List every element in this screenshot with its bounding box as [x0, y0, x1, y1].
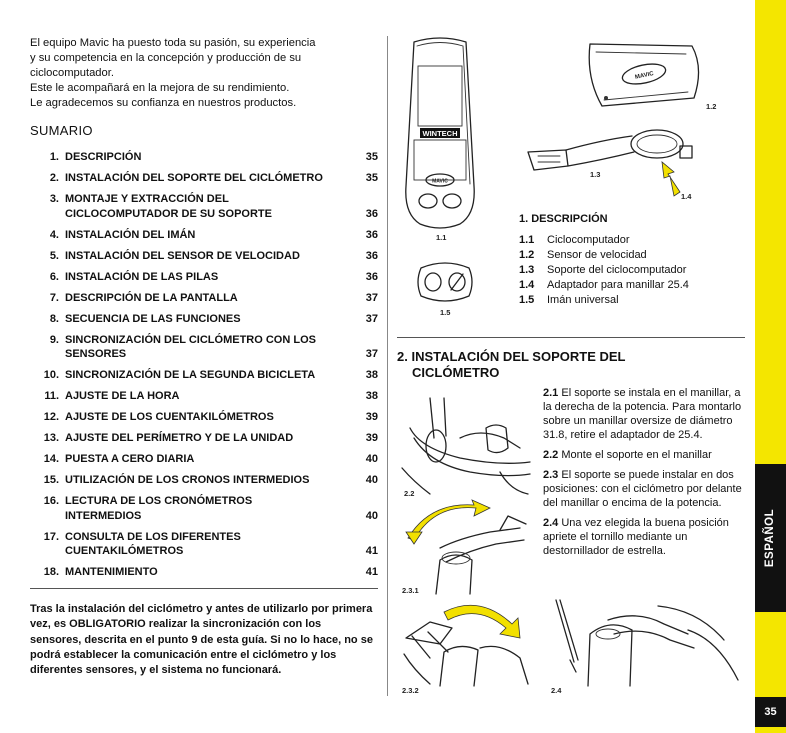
toc-title: MONTAJE Y EXTRACCIÓN DEL CICLOCOMPUTADOR DE SU SOPORTE — [65, 193, 272, 220]
item-number: 1.5 — [519, 294, 535, 306]
list-item — [519, 233, 689, 248]
toc-number: 16. — [43, 495, 59, 507]
intro-line: y su competencia en la concepción y producción de su — [30, 52, 302, 64]
toc-title: SECUENCIA DE LAS FUNCIONES — [65, 312, 241, 325]
figure-label: 2.3.1 — [402, 586, 419, 595]
speed-sensor-figure — [582, 38, 712, 118]
toc-number: 15. — [43, 474, 59, 486]
toc-number: 1. — [49, 151, 59, 163]
list-item — [519, 293, 689, 308]
list-item — [519, 278, 689, 293]
figure-label: 1.4 — [681, 192, 692, 201]
position-stem-figure — [400, 598, 535, 688]
toc-title: DESCRIPCIÓN — [65, 151, 142, 163]
toc-item[interactable] — [30, 333, 378, 362]
item-text: Soporte del ciclocomputador — [547, 264, 687, 276]
figure-label: 2.2 — [404, 489, 415, 498]
toc-number: 10. — [43, 369, 59, 381]
toc-page: 36 — [365, 207, 378, 220]
device-logo: MAVIC — [432, 178, 448, 185]
item-text: Ciclocomputador — [547, 234, 630, 246]
toc-page: 40 — [365, 453, 378, 465]
intro-line: ciclocomputador. — [30, 67, 114, 79]
toc-number: 3. — [49, 193, 59, 205]
tighten-screw-figure — [548, 600, 748, 690]
description-title: 1. DESCRIPCIÓN — [519, 213, 608, 225]
toc-item[interactable] — [30, 192, 378, 221]
toc-title: DESCRIPCIÓN DE LA PANTALLA — [65, 291, 238, 304]
toc-page: 38 — [365, 369, 378, 381]
toc-item[interactable] — [30, 494, 378, 523]
toc-number: 4. — [49, 228, 59, 241]
figure-label: 1.5 — [440, 308, 451, 317]
language-sidebar — [755, 0, 786, 733]
column-divider — [387, 36, 388, 696]
toc-number: 8. — [49, 312, 59, 325]
toc-page: 36 — [365, 249, 378, 262]
toc-item[interactable] — [30, 150, 378, 165]
toc-number: 12. — [43, 411, 59, 423]
toc-item[interactable] — [30, 291, 378, 306]
description-list — [519, 233, 689, 308]
mount-on-handlebar-figure — [400, 398, 535, 498]
toc-page: 36 — [365, 270, 378, 283]
summary-heading: SUMARIO — [30, 123, 93, 138]
toc-page: 37 — [365, 312, 378, 325]
toc-number: 17. — [43, 530, 59, 543]
toc-page: 38 — [365, 390, 378, 402]
toc-item[interactable] — [30, 452, 378, 467]
toc-number: 2. — [49, 172, 59, 184]
toc-page: 40 — [365, 474, 378, 486]
toc-page: 39 — [365, 432, 378, 444]
toc-number: 9. — [49, 333, 59, 346]
toc-number: 18. — [43, 566, 59, 578]
device-brand: WINTECH — [422, 129, 458, 138]
toc-title: INSTALACIÓN DEL IMÁN — [65, 228, 196, 241]
step-number: 2.1 — [543, 387, 559, 399]
toc-item[interactable] — [30, 312, 378, 327]
toc-number: 11. — [44, 390, 59, 402]
section-title-line: CICLÓMETRO — [412, 365, 500, 380]
intro-line: Le agradecemos su confianza en nuestros productos. — [30, 97, 297, 109]
section-2-title — [397, 349, 697, 381]
paragraph — [543, 468, 743, 510]
intro-text — [30, 36, 370, 111]
toc-number: 6. — [49, 270, 59, 283]
sensor-logo: MAVIC — [634, 71, 655, 81]
figure-label: 1.1 — [436, 233, 447, 242]
figure-label: 2.4 — [551, 686, 562, 695]
toc-number: 7. — [49, 291, 59, 304]
magnet-figure — [415, 258, 475, 308]
table-of-contents — [30, 150, 378, 586]
toc-title: CONSULTA DE LOS DIFERENTES CUENTAKILÓMETROS — [65, 530, 241, 557]
toc-title: INSTALACIÓN DE LAS PILAS — [65, 270, 219, 283]
toc-item[interactable] — [30, 249, 378, 264]
step-text: El soporte se instala en el manillar, a la derecha de la potencia. Para montarlo sobre un manillar oversize de diámetro 31.8, retire el adaptador de 25.4. — [543, 387, 742, 441]
item-number: 1.2 — [519, 249, 535, 261]
step-number: 2.2 — [543, 449, 559, 461]
toc-item[interactable] — [30, 389, 378, 404]
warning-note: Tras la instalación del ciclómetro y antes de utilizarlo por primera vez, es OBLIGATORIO realizar la sincronización con los sensores, descrita en el punto 9 de esta guía. Si no lo hace, no se podrá establecer la comunicación entre el ciclómetro y los diferentes sensores, y el sistema no funcionará. — [30, 603, 373, 677]
intro-line: El equipo Mavic ha puesto toda su pasión, su experiencia — [30, 37, 316, 49]
toc-title: INSTALACIÓN DEL SOPORTE DEL CICLÓMETRO — [65, 172, 323, 184]
toc-title: MANTENIMIENTO — [65, 566, 158, 578]
toc-item[interactable] — [30, 368, 378, 383]
toc-item[interactable] — [30, 270, 378, 285]
position-front-figure — [400, 502, 535, 597]
toc-item[interactable] — [30, 565, 378, 580]
figure-label: 1.3 — [590, 170, 601, 179]
toc-title: INSTALACIÓN DEL SENSOR DE VELOCIDAD — [65, 249, 300, 262]
toc-page: 41 — [365, 545, 378, 557]
section-2-text — [543, 386, 743, 564]
toc-page: 41 — [365, 566, 378, 578]
item-text: Adaptador para manillar 25.4 — [547, 279, 689, 291]
step-text: El soporte se puede instalar en dos posiciones: con el ciclómetro por delante del manillar o encima de la potencia. — [543, 469, 742, 509]
toc-number: 5. — [49, 249, 59, 262]
toc-number: 14. — [43, 453, 59, 465]
language-label-wrapper — [755, 464, 786, 612]
toc-title: AJUSTE DE LA HORA — [65, 390, 180, 402]
step-number: 2.3 — [543, 469, 559, 481]
toc-title: LECTURA DE LOS CRONÓMETROS INTERMEDIOS — [65, 495, 253, 522]
item-text: Imán universal — [547, 294, 619, 306]
section-title-line: 2. INSTALACIÓN DEL SOPORTE DEL — [397, 349, 626, 364]
language-label: ESPAÑOL — [764, 508, 777, 568]
step-text: Una vez elegida la buena posición apriete el tornillo mediante un destornillador de estrella. — [543, 517, 729, 557]
paragraph — [543, 448, 743, 462]
page-number: 35 — [755, 697, 786, 727]
toc-item[interactable] — [30, 228, 378, 243]
toc-page: 37 — [365, 291, 378, 304]
item-number: 1.1 — [519, 234, 535, 246]
toc-title: AJUSTE DEL PERÍMETRO Y DE LA UNIDAD — [65, 432, 294, 444]
paragraph — [543, 386, 743, 442]
toc-item[interactable] — [30, 473, 378, 488]
item-number: 1.3 — [519, 264, 535, 276]
toc-title: SINCRONIZACIÓN DE LA SEGUNDA BICICLETA — [65, 369, 316, 381]
figure-label: 1.2 — [706, 102, 717, 111]
paragraph — [543, 516, 743, 558]
toc-page: 37 — [365, 348, 378, 360]
item-text: Sensor de velocidad — [547, 249, 647, 261]
list-item — [519, 263, 689, 278]
toc-number: 13. — [43, 432, 59, 444]
cyclocomputer-figure — [400, 36, 480, 236]
step-text: Monte el soporte en el manillar — [561, 449, 712, 461]
figure-label: 2.3.2 — [402, 686, 419, 695]
toc-page: 39 — [365, 411, 378, 423]
divider — [397, 337, 745, 338]
intro-line: Este le acompañará en la mejora de su rendimiento. — [30, 82, 290, 94]
toc-item[interactable] — [30, 530, 378, 559]
list-item — [519, 248, 689, 263]
toc-item[interactable] — [30, 171, 378, 186]
toc-item[interactable] — [30, 431, 378, 446]
toc-title: AJUSTE DE LOS CUENTAKILÓMETROS — [65, 411, 274, 423]
support-figure — [522, 126, 702, 206]
item-number: 1.4 — [519, 279, 535, 291]
toc-page: 35 — [365, 151, 378, 163]
divider — [30, 588, 378, 589]
toc-title: UTILIZACIÓN DE LOS CRONOS INTERMEDIOS — [65, 474, 310, 486]
toc-title: PUESTA A CERO DIARIA — [65, 453, 195, 465]
toc-item[interactable] — [30, 410, 378, 425]
step-number: 2.4 — [543, 517, 559, 529]
toc-page: 35 — [365, 172, 378, 184]
toc-title: SINCRONIZACIÓN DEL CICLÓMETRO CON LOS SENSORES — [65, 333, 316, 360]
toc-page: 36 — [365, 228, 378, 241]
toc-page: 40 — [365, 509, 378, 522]
